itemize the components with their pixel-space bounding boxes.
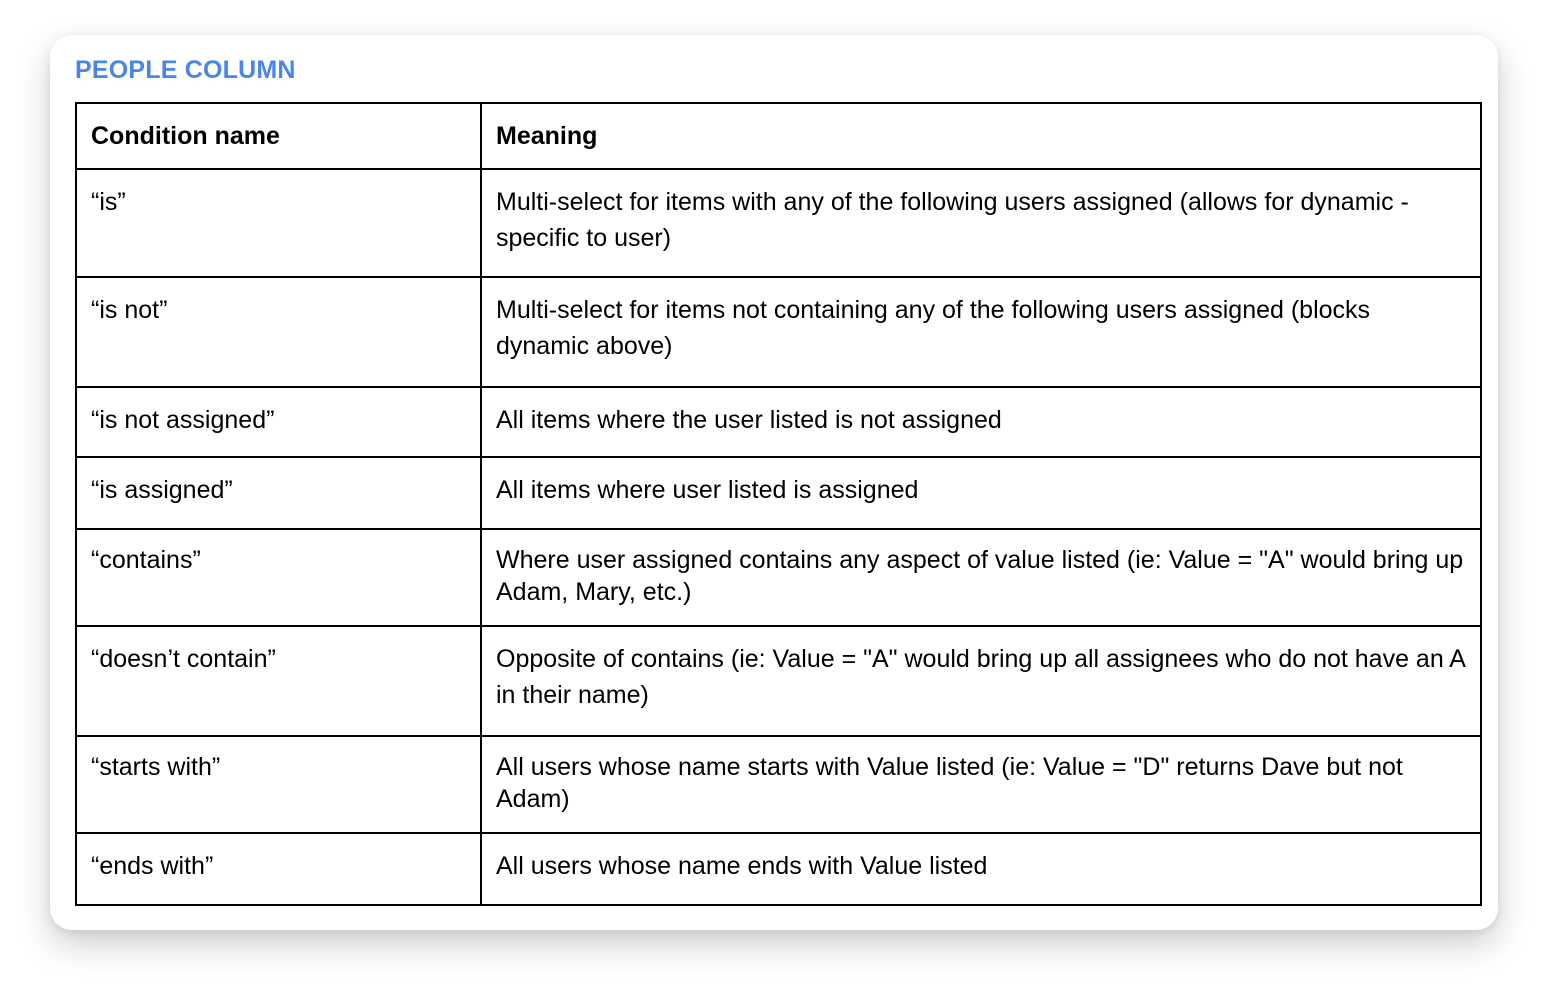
section-title: PEOPLE COLUMN [75, 56, 296, 84]
conditions-table [75, 102, 1482, 906]
meaning-cell: All items where user listed is assigned [481, 457, 1481, 529]
table-row [76, 736, 1481, 833]
table-row [76, 387, 1481, 457]
meaning-cell: All users whose name ends with Value listed [481, 833, 1481, 905]
meaning-cell: Multi-select for items not containing any of the following users assigned (blocks dynamic above) [481, 277, 1481, 387]
condition-cell: “ends with” [76, 833, 481, 905]
condition-cell: “is not assigned” [76, 387, 481, 457]
meaning-cell: Opposite of contains (ie: Value = "A" would bring up all assignees who do not have an A in their name) [481, 626, 1481, 736]
meaning-cell: Multi-select for items with any of the following users assigned (allows for dynamic - specific to user) [481, 169, 1481, 277]
condition-cell: “is not” [76, 277, 481, 387]
meaning-cell: Where user assigned contains any aspect of value listed (ie: Value = "A" would bring up Adam, Mary, etc.) [481, 529, 1481, 626]
table-row [76, 529, 1481, 626]
table-row [76, 169, 1481, 277]
meaning-cell: All users whose name starts with Value listed (ie: Value = "D" returns Dave but not Adam) [481, 736, 1481, 833]
condition-cell: “is assigned” [76, 457, 481, 529]
document-card [50, 35, 1498, 930]
table-row [76, 277, 1481, 387]
condition-cell: “doesn’t contain” [76, 626, 481, 736]
table-row [76, 457, 1481, 529]
table-row [76, 626, 1481, 736]
header-condition-name: Condition name [76, 103, 481, 169]
condition-cell: “contains” [76, 529, 481, 626]
meaning-cell: All items where the user listed is not assigned [481, 387, 1481, 457]
table-row [76, 833, 1481, 905]
table-header-row [76, 103, 1481, 169]
header-meaning: Meaning [481, 103, 1481, 169]
condition-cell: “starts with” [76, 736, 481, 833]
condition-cell: “is” [76, 169, 481, 277]
